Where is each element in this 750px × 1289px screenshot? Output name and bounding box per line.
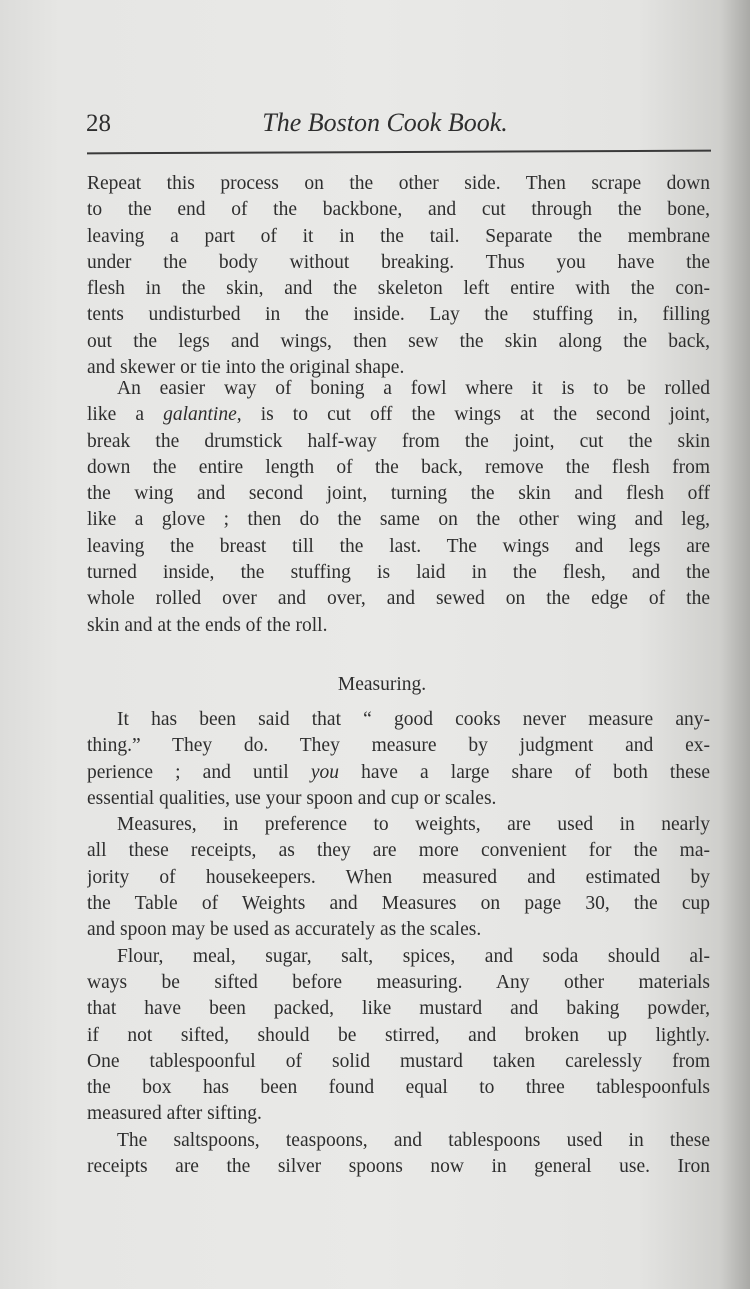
text-line — [87, 534, 710, 560]
text-line — [87, 1101, 710, 1127]
text-line — [87, 560, 710, 586]
italic-word: galantine — [163, 404, 237, 426]
text-segment: leaving a part of it in the tail. Separate the membrane — [87, 225, 710, 247]
text-segment: receipts are the silver spoons now in general use. Iron — [87, 1156, 710, 1178]
text-line — [87, 812, 710, 838]
text-segment: flesh in the skin, and the skeleton left entire with the con- — [87, 278, 710, 300]
text-segment: An easier way of boning a fowl where it is to be rolled — [117, 378, 710, 399]
italic-word: you — [310, 761, 339, 783]
text-segment: out the legs and wings, then sew the skin along the back, — [87, 330, 710, 352]
text-line — [87, 455, 710, 481]
text-segment: It has been said that “ good cooks never measure any- — [117, 709, 710, 730]
text-segment: thing.” They do. They measure by judgment and ex- — [87, 735, 710, 757]
text-line — [87, 171, 710, 197]
text-segment: jority of housekeepers. When measured and estimated by — [87, 866, 710, 888]
text-line — [87, 917, 710, 943]
running-title: The Boston Cook Book. — [262, 108, 508, 137]
text-line — [87, 507, 710, 533]
text-line — [87, 891, 710, 917]
text-line — [87, 1128, 710, 1154]
text-segment: , is to cut off the wings at the second joint, — [236, 404, 710, 426]
text-line — [87, 838, 710, 864]
header-rule — [87, 150, 711, 155]
text-line — [87, 302, 710, 328]
text-line — [87, 276, 710, 302]
text-segment: to the end of the backbone, and cut through the bone, — [87, 199, 710, 221]
text-line — [87, 944, 710, 970]
text-segment: like a glove ; then do the same on the other wing and leg, — [87, 509, 710, 531]
text-line — [87, 1075, 710, 1101]
text-block-easier-boning — [87, 376, 710, 639]
text-line — [87, 329, 710, 355]
text-segment: One tablespoonful of solid mustard taken carelessly from — [87, 1050, 710, 1072]
text-segment: ways be sifted before measuring. Any other materials — [87, 971, 710, 993]
text-segment: that have been packed, like mustard and baking powder, — [87, 998, 710, 1020]
text-segment: perience ; and until — [87, 761, 311, 783]
text-segment: Measures, in preference to weights, are used in nearly — [117, 814, 710, 836]
text-segment: like a — [87, 404, 164, 426]
page-number: 28 — [86, 110, 111, 137]
text-line — [87, 376, 710, 402]
text-segment: down the entire length of the back, remove the flesh from — [87, 456, 710, 478]
text-segment: all these receipts, as they are more convenient for the ma- — [87, 840, 710, 862]
text-line — [87, 250, 710, 276]
text-segment: break the drumstick half-way from the joint, cut the skin — [87, 430, 710, 452]
text-segment: turned inside, the stuffing is laid in the flesh, and the — [87, 562, 710, 584]
text-segment: Repeat this process on the other side. Then scrape down — [87, 173, 710, 194]
text-line — [87, 1154, 710, 1180]
text-segment: under the body without breaking. Thus you have the — [87, 251, 710, 273]
text-segment: if not sifted, should be stirred, and broken up lightly. — [87, 1024, 710, 1046]
text-line — [87, 613, 710, 639]
section-heading: Measuring. — [337, 674, 427, 695]
text-line — [87, 707, 710, 733]
text-segment: leaving the breast till the last. The wings and legs are — [87, 535, 710, 557]
text-line — [87, 197, 710, 223]
text-segment: whole rolled over and over, and sewed on the edge of the — [87, 588, 710, 610]
text-line — [87, 481, 710, 507]
text-segment: measured after sifting. — [87, 1103, 262, 1125]
text-segment: have a large share of both these — [338, 761, 710, 783]
text-line — [87, 996, 710, 1022]
text-segment: Flour, meal, sugar, salt, spices, and soda should al- — [117, 945, 710, 967]
text-segment: skin and at the ends of the roll. — [87, 614, 328, 636]
text-line — [87, 970, 710, 996]
text-line — [87, 760, 710, 786]
text-line — [87, 865, 710, 891]
text-block-measuring — [87, 707, 710, 1180]
text-line — [87, 733, 710, 759]
text-line — [87, 1023, 710, 1049]
text-line — [87, 586, 710, 612]
text-line — [87, 402, 710, 428]
text-line — [87, 224, 710, 250]
text-line — [87, 429, 710, 455]
text-segment: essential qualities, use your spoon and cup or scales. — [87, 787, 497, 809]
text-line — [87, 786, 710, 812]
text-segment: the Table of Weights and Measures on page 30, the cup — [87, 893, 710, 915]
text-segment: the box has been found equal to three tablespoonfuls — [87, 1077, 710, 1099]
text-segment: and spoon may be used as accurately as the scales. — [87, 919, 482, 941]
text-block-boning — [87, 171, 710, 381]
text-segment: tents undisturbed in the inside. Lay the stuffing in, filling — [87, 304, 710, 326]
text-segment: the wing and second joint, turning the skin and flesh off — [87, 483, 710, 505]
text-segment: The saltspoons, teaspoons, and tablespoons used in these — [117, 1129, 710, 1151]
text-segment: and skewer or tie into the original shape. — [87, 357, 405, 379]
text-line — [87, 1049, 710, 1075]
